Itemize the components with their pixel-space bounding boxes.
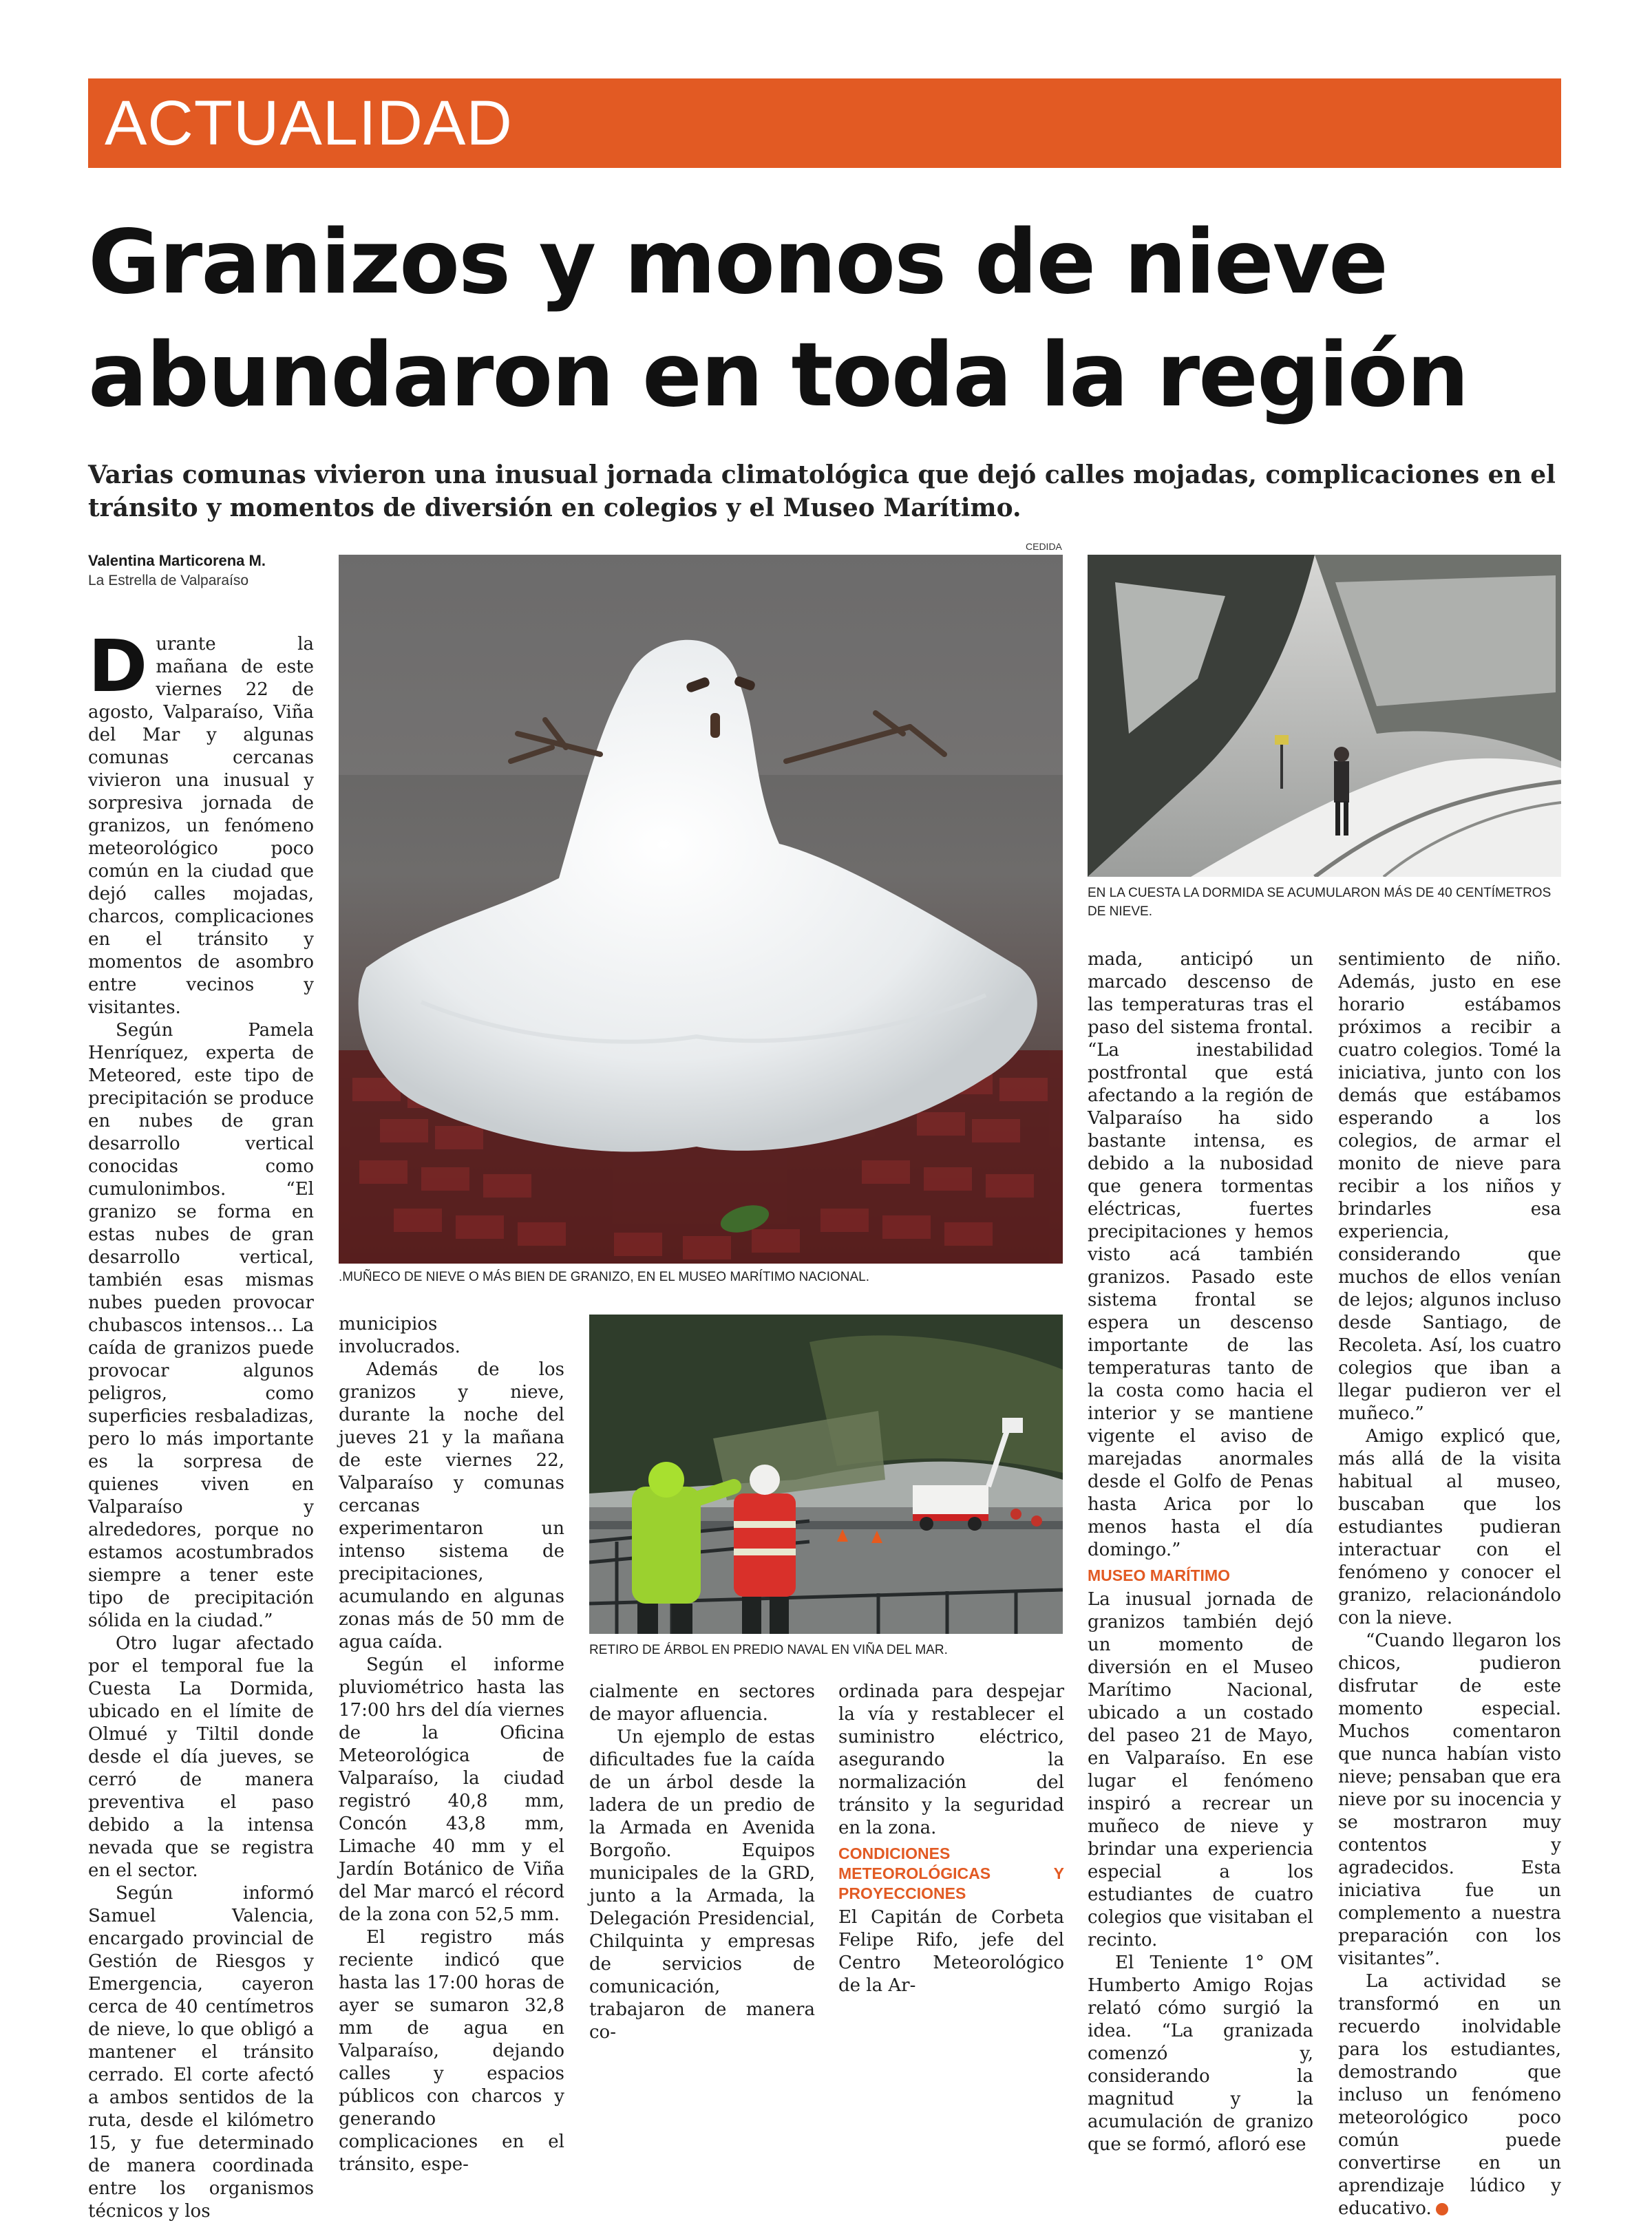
body-paragraph: sentimiento de niño. Además, justo en ese horario estábamos próximos a recibir a cuatro colegios. Tomé la iniciativa, junto con los demás que estábamos esperando a los colegios, de armar el monito de nieve para recibir a los niños y brindarles esa experiencia, considerando que muchos de ellos venían de lejos; algunos incluso desde Santiago, de Recoleta. Así, los cuatro colegios que iban a llegar pudieron ver el muñeco.” xyxy=(1338,949,1561,1424)
body-paragraph: Según informó Samuel Valencia, encargado provincial de Gestión de Riesgos y Emergencia, cayeron cerca de 40 centímetros de nieve, lo que obligó a mantener el tránsito cerrado. El corte afectó a ambos sentidos de la ruta, desde el kilómetro 15, y fue determinado de manera coordinada entre los organismos técnicos y los xyxy=(88,1883,314,2222)
body-column-4 xyxy=(838,1681,1064,1997)
body-column-1 xyxy=(88,624,314,2223)
body-paragraph: Además de los granizos y nieve, durante la noche del jueves 21 y la mañana de este viernes 22, Valparaíso y comunas cercanas experimentaron un intenso sistema de precipitaciones, acumulando en algunas zonas más de 50 mm de agua caída. xyxy=(339,1359,564,1652)
body-paragraph: El Teniente 1° OM Humberto Amigo Rojas relató cómo surgió la idea. “La granizada comenzó y, considerando la magnitud y la acumulación de granizo que se formó, afloró ese xyxy=(1088,1953,1313,2155)
body-paragraph: Según Pamela Henríquez, experta de Meteored, este tipo de precipitación se produce en nubes de gran desarrollo vertical conocidas como cumulonimbos. “El granizo se forma en estas nubes de gran desarrollo vertical, también esas mismas nubes pueden provocar chubascos intensos… La caída de granizos puede provocar algunos peligros, como superficies resbaladizas, pero lo más importante es la sorpresa de quienes viven en Valparaíso y alrededores, porque no estamos acostumbrados siempre a tener este tipo de precipitación sólida en la ciudad.” xyxy=(88,1020,314,1631)
subhead-condiciones: CONDICIONES METEOROLÓGICAS Y PROYECCIONES xyxy=(838,1844,1064,1902)
body-column-3 xyxy=(589,1681,815,2044)
body-paragraph: cialmente en sectores de mayor afluencia. xyxy=(589,1681,815,1725)
byline-outlet: La Estrella de Valparaíso xyxy=(88,573,249,588)
body-paragraph: mada, anticipó un marcado descenso de las temperaturas tras el paso del sistema frontal. “La inestabilidad postfrontal que está afectando a la región de Valparaíso ha sido bastante intensa, es debido a la nubosidad que genera tormentas eléctricas, fuertes precipitaciones y hemos visto acá también granizos. Pasado este sistema frontal se espera un descenso importante de las temperaturas tanto de la costa como hacia el interior y se mantiene vigente el aviso de marejadas anormales desde el Golfo de Penas hasta Arica por lo menos hasta el día domingo.” xyxy=(1088,949,1313,1560)
headline-line-2: abundaron en toda la región xyxy=(88,324,1468,427)
section-label: ACTUALIDAD xyxy=(105,88,513,158)
snowman-photo xyxy=(339,555,1063,1264)
body-paragraph: Un ejemplo de estas dificultades fue la caída de un árbol desde la ladera de un predio de la Armada en Avenida Borgoño. Equipos municipales de la GRD, junto a la Armada, la Delegación Presidencial, Chilquinta y empresas de servicios de comunicación, trabajaron de manera co- xyxy=(589,1727,815,2043)
body-column-6 xyxy=(1338,948,1561,2220)
body-paragraph: “Cuando llegaron los chicos, pudieron disfrutar de este momento especial. Muchos comentaron que nunca habían visto nieve; pensaban que era nieve por su inocencia y se mostraron muy contentos y agradecidos. Esta iniciativa fue un complemento a nuestra preparación con los visitantes”. xyxy=(1338,1630,1561,1969)
body-paragraph xyxy=(88,624,314,1019)
photo-credit: CEDIDA xyxy=(1026,541,1062,552)
body-paragraph: Según el informe pluviométrico hasta las 17:00 hrs del día viernes de la Oficina Meteorológica de Valparaíso, la ciudad registró 40,8 mm, Concón 43,8 mm, Limache 40 mm y el Jardín Botánico de Viña del Mar marcó el récord de la zona con 52,5 mm. xyxy=(339,1655,564,1925)
tree-photo-caption: RETIRO DE ÁRBOL EN PREDIO NAVAL EN VIÑA DEL MAR. xyxy=(589,1643,948,1657)
body-paragraph: municipios involucrados. xyxy=(339,1314,460,1357)
headline xyxy=(88,206,1561,432)
tree-photo xyxy=(589,1315,1063,1634)
body-paragraph: ordinada para despejar la vía y restablecer el suministro eléctrico, asegurando la normalización del tránsito y la seguridad en la zona. xyxy=(838,1681,1064,1838)
byline-author: Valentina Marticorena M. xyxy=(88,552,266,569)
body-column-2 xyxy=(339,1313,564,2176)
subhead-museo: MUSEO MARÍTIMO xyxy=(1088,1566,1230,1584)
body-paragraph xyxy=(1338,1970,1561,2220)
headline-line-1: Granizos y monos de nieve xyxy=(88,211,1387,314)
body-paragraph: El registro más reciente indicó que hasta las 17:00 horas de ayer se sumaron 32,8 mm de agua en Valparaíso, dejando calles y espacios públicos con charcos y generando complicaciones en el tránsito, espe- xyxy=(339,1927,564,2175)
body-paragraph: La inusual jornada de granizos también dejó un momento de diversión en el Museo Marítimo Nacional, ubicado a un costado del paseo 21 de Mayo, en Valparaíso. En ese lugar el fenómeno inspiró a recrear un muñeco de nieve y brindar una experiencia especial a los estudiantes de cuatro colegios que visitaban el recinto. xyxy=(1088,1589,1313,1950)
end-mark-icon xyxy=(1436,2203,1448,2215)
body-column-5 xyxy=(1088,948,1313,2156)
road-photo xyxy=(1088,555,1561,877)
snowman-photo-caption: .MUÑECO DE NIEVE O MÁS BIEN DE GRANIZO, EN EL MUSEO MARÍTIMO NACIONAL. xyxy=(339,1270,870,1284)
body-paragraph: Otro lugar afectado por el temporal fue la Cuesta La Dormida, ubicado en el límite de Olmué y Tiltil donde desde el día jueves, se cerró de manera preventiva el paso debido a la intensa nevada que se registra en el sector. xyxy=(88,1633,314,1881)
body-paragraph: El Capitán de Corbeta Felipe Rifo, jefe del Centro Meteorológico de la Ar- xyxy=(838,1907,1064,1996)
drop-cap: D xyxy=(88,624,148,708)
road-photo-caption: EN LA CUESTA LA DORMIDA SE ACUMULARON MÁS DE 40 CENTÍMETROS DE NIEVE. xyxy=(1088,886,1552,919)
deck: Varias comunas vivieron una inusual jornada climatológica que dejó calles mojadas, complicaciones en el tránsito y momentos de diversión en colegios y el Museo Marítimo. xyxy=(88,460,1556,522)
body-paragraph: Amigo explicó que, más allá de la visita habitual al museo, buscaban que los estudiantes pudieran interactuar con el fenómeno y conocer el granizo, relacionándolo con la nieve. xyxy=(1338,1426,1561,1628)
closing-text: La actividad se transformó en un recuerdo inolvidable para los estudiantes, demostrando que incluso un fenómeno meteorológico poco común puede convertirse en un aprendizaje lúdico y educativo. xyxy=(1338,1971,1561,2219)
lead-text: urante la mañana de este viernes 22 de agosto, Valparaíso, Viña del Mar y algunas comunas cercanas vivieron una inusual y sorpresiva jornada de granizos, un fenómeno meteorológico poco común en la ciudad que dejó calles mojadas, charcos, complicaciones en el tránsito y momentos de asombro entre vecinos y visitantes. xyxy=(88,634,314,1018)
